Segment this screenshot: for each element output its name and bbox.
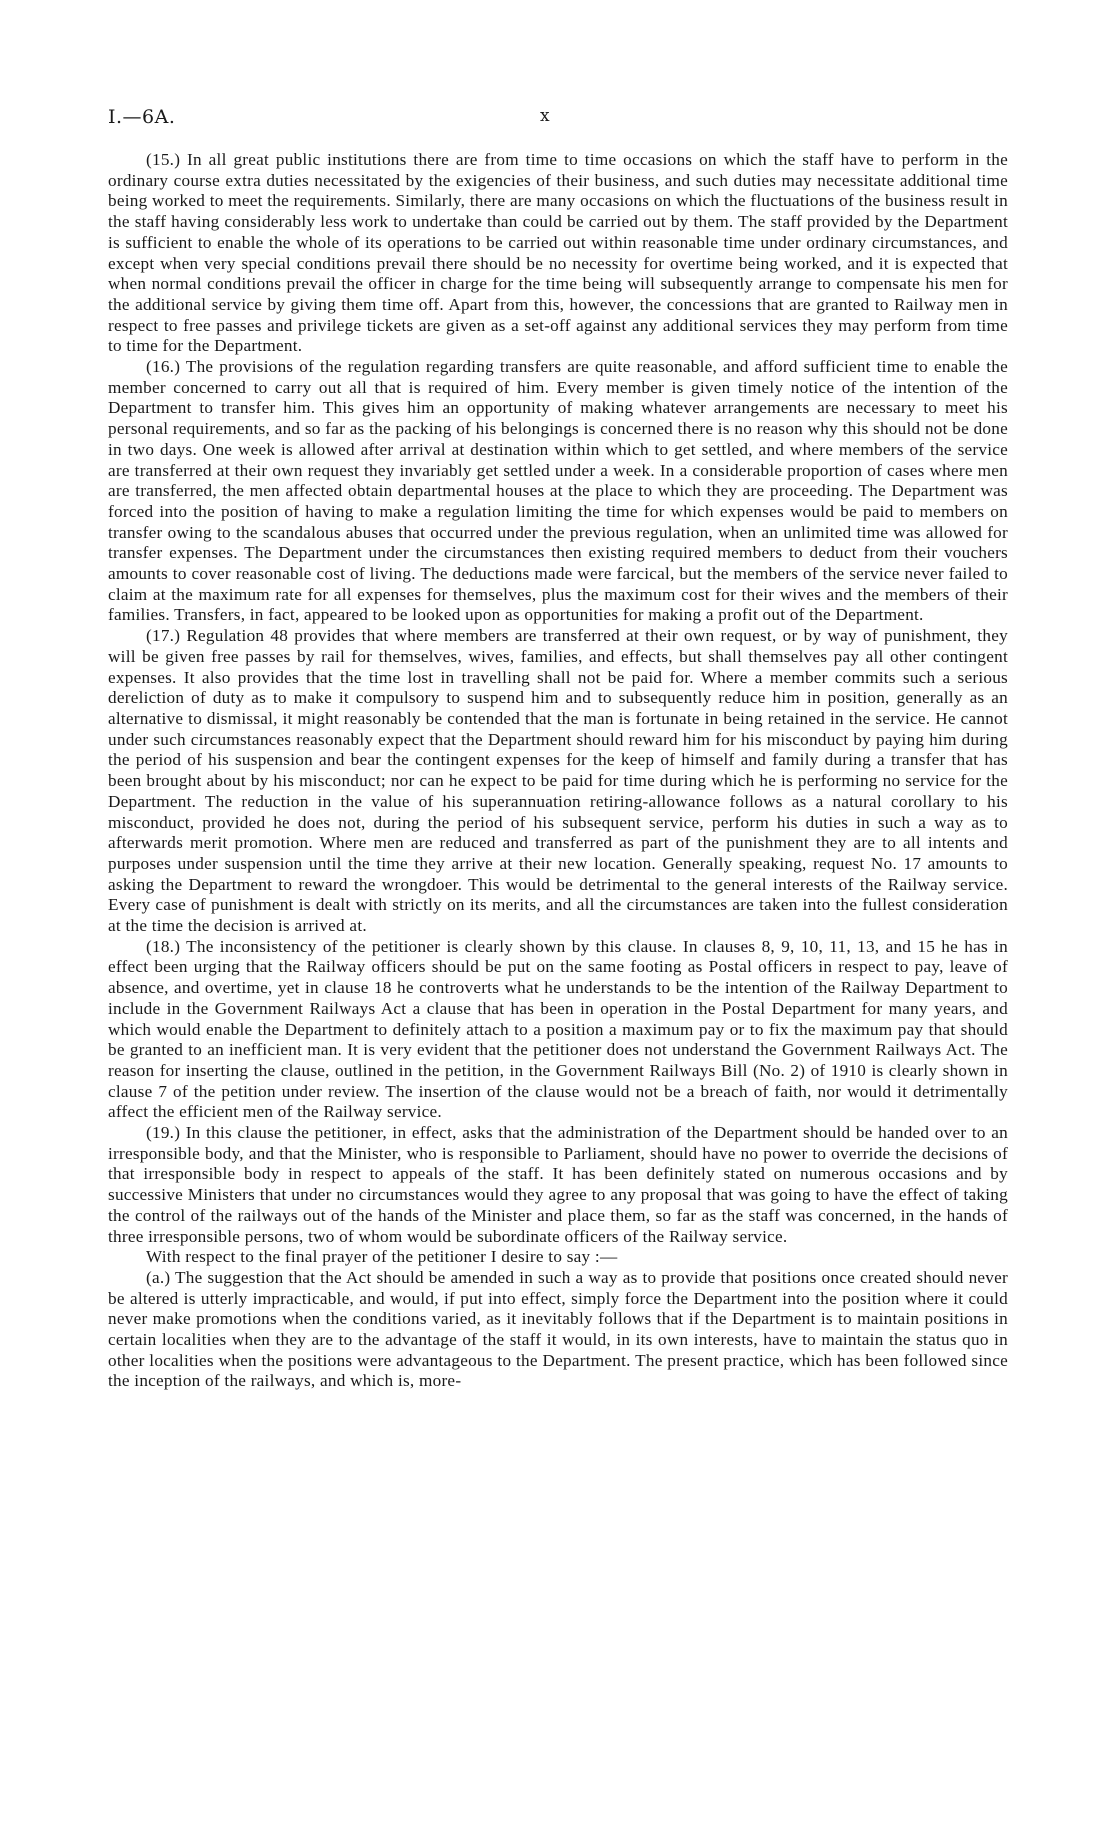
body-text	[108, 150, 1008, 1392]
paragraph-15: (15.) In all great public institutions there are from time to time occasions on which the staff have to perform in the ordinary course extra duties necessitated by the exigencies of their business, and such duties may necessitate additional time being worked to meet the requirements. Similarly, there are many occasions on which the fluctuations of the business result in the staff having considerably less work to undertake than could be carried out by them. The staff provided by the Department is sufficient to enable the whole of its operations to be carried out within reasonable time under ordinary circumstances, and except when very special conditions prevail there should be no necessity for overtime being worked, and it is expected that when normal conditions prevail the officer in charge for the time being will subsequently arrange to compensate his men for the additional service by giving them time off. Apart from this, however, the concessions that are granted to Railway men in respect to free passes and privilege tickets are given as a set-off against any additional services they may perform from time to time for the Department.	[108, 150, 1008, 356]
paragraph-19: (19.) In this clause the petitioner, in effect, asks that the administration of the Department should be handed over to an irresponsible body, and that the Minister, who is responsible to Parliament, should have no power to override the decisions of that irresponsible body in respect to appeals of the staff. It has been definitely stated on numerous occasions and by successive Ministers that under no circumstances would they agree to any proposal that was going to have the effect of taking the control of the railways out of the hands of the Minister and place them, so far as the staff was concerned, in the hands of three irresponsible persons, two of whom would be subordinate officers of the Railway service.	[108, 1123, 1008, 1246]
paragraph-a: (a.) The suggestion that the Act should be amended in such a way as to provide that positions once created should never be altered is utterly impracticable, and would, if put into effect, simply force the Department into the position where it could never make promotions when the conditions varied, as it inevitably follows that if the Department is to maintain positions in certain localities when they are to the advantage of the staff it would, in its own interests, have to maintain the status quo in other localities when the positions were advantageous to the Department. The present practice, which has been followed since the inception of the railways, and which is, more-	[108, 1267, 1008, 1391]
page-header	[108, 106, 1008, 136]
paragraph-17: (17.) Regulation 48 provides that where members are transferred at their own request, or by way of punishment, they will be given free passes by rail for themselves, wives, families, and effects, but shall themselves pay all other contingent expenses. It also provides that the time lost in travelling shall not be paid for. Where a member commits such a serious dereliction of duty as to make it compulsory to suspend him and to subsequently reduce him in position, generally as an alternative to dismissal, it might reasonably be contended that the man is fortunate in being retained in the service. He cannot under such circumstances reasonably expect that the Department should reward him for his misconduct by paying him during the period of his suspension and bear the contingent expenses for the keep of himself and family during a transfer that has been brought about by his misconduct; nor can he expect to be paid for time during which he is performing no service for the Department. The reduction in the value of his superannuation retiring-allowance follows as a natural corollary to his misconduct, provided he does not, during the period of his subsequent service, perform his duties in such a way as to afterwards merit promotion. Where men are reduced and transferred as part of the punishment they are to all intents and purposes under suspension until the time they arrive at their new location. Generally speaking, request No. 17 amounts to asking the Department to reward the wrongdoer. This would be detrimental to the general interests of the Railway service. Every case of punishment is dealt with strictly on its merits, and all the circumstances are taken into the fullest consideration at the time the decision is arrived at.	[108, 626, 1008, 936]
final-prayer-intro: With respect to the final prayer of the petitioner I desire to say :—	[146, 1247, 618, 1267]
paragraph-16: (16.) The provisions of the regulation regarding transfers are quite reasonable, and afford sufficient time to enable the member concerned to carry out all that is required of him. Every member is given timely notice of the intention of the Department to transfer him. This gives him an opportunity of making whatever arrangements are necessary to meet his personal requirements, and so far as the packing of his belongings is concerned there is no reason why this should not be done in two days. One week is allowed after arrival at destination within which to get settled, and where members of the service are transferred at their own request they invariably get settled under a week. In a considerable proportion of cases where men are transferred, the men affected obtain departmental houses at the place to which they are proceeding. The Department was forced into the position of having to make a regulation limiting the time for which expenses would be paid to members on transfer owing to the scandalous abuses that occurred under the previous regulation, when an unlimited time was allowed for transfer expenses. The Department under the circumstances then existing required members to deduct from their vouchers amounts to cover reasonable cost of living. The deductions made were farcical, but the members of the service never failed to claim at the maximum rate for all expenses for themselves, plus the maximum cost for their wives and the members of their families. Transfers, in fact, appeared to be looked upon as opportunities for making a profit out of the Department.	[108, 357, 1008, 625]
document-reference: I.—6A.	[108, 106, 176, 128]
page-number: x	[540, 106, 550, 126]
paragraph-18: (18.) The inconsistency of the petitioner is clearly shown by this clause. In clauses 8, 9, 10, 11, 13, and 15 he has in effect been urging that the Railway officers should be put on the same footing as Postal officers in respect to pay, leave of absence, and overtime, yet in clause 18 he controverts what he understands to be the intention of the Railway Department to include in the Government Railways Act a clause that has been in operation in the Postal Department for many years, and which would enable the Department to definitely attach to a position a maximum pay or to fix the maximum pay that should be granted to an inefficient man. It is very evident that the petitioner does not understand the Government Railways Act. The reason for inserting the clause, outlined in the petition, in the Government Railways Bill (No. 2) of 1910 is clearly shown in clause 7 of the petition under review. The insertion of the clause would not be a breach of faith, nor would it detrimentally affect the efficient men of the Railway service.	[108, 936, 1008, 1122]
